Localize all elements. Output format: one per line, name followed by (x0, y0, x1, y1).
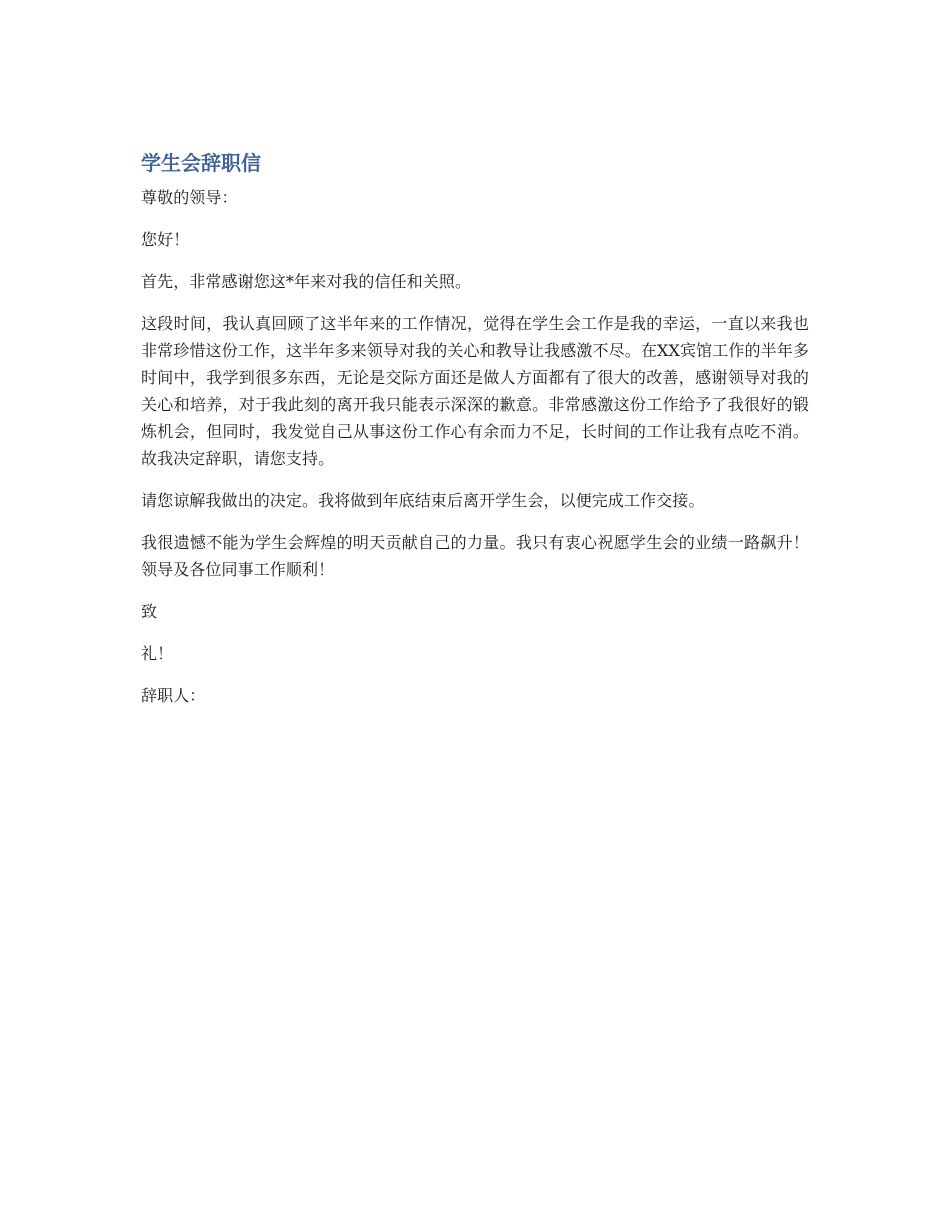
greeting-line: 您好！ (141, 230, 190, 249)
salutation: 尊敬的领导： (141, 188, 238, 207)
thanks-paragraph: 首先，非常感谢您这*年来对我的信任和关照。 (141, 272, 472, 291)
closing-zhi: 致 (141, 602, 158, 621)
document-page (141, 148, 809, 724)
body-paragraph-decision: 请您谅解我做出的决定。我将做到年底结束后离开学生会，以便完成工作交接。 (141, 491, 705, 510)
signature-line: 辞职人： (141, 686, 206, 705)
document-title: 学生会辞职信 (141, 151, 261, 175)
body-paragraph-wishes: 我很遗憾不能为学生会辉煌的明天贡献自己的力量。我只有衷心祝愿学生会的业绩一路飙升！领导及各位同事工作顺利！ (141, 533, 809, 579)
closing-li: 礼！ (141, 644, 174, 663)
body-paragraph-main: 这段时间，我认真回顾了这半年来的工作情况，觉得在学生会工作是我的幸运，一直以来我也非常珍惜这份工作，这半年多来领导对我的关心和教导让我感激不尽。在XX宾馆工作的半年多时间中，我学到很多东西，无论是交际方面还是做人方面都有了很大的改善，感谢领导对我的关心和培养，对于我此刻的离开我只能表示深深的歉意。非常感激这份工作给予了我很好的锻炼机会，但同时，我发觉自己从事这份工作心有余而力不足，长时间的工作让我有点吃不消。故我决定辞职，请您支持。 (141, 314, 809, 468)
